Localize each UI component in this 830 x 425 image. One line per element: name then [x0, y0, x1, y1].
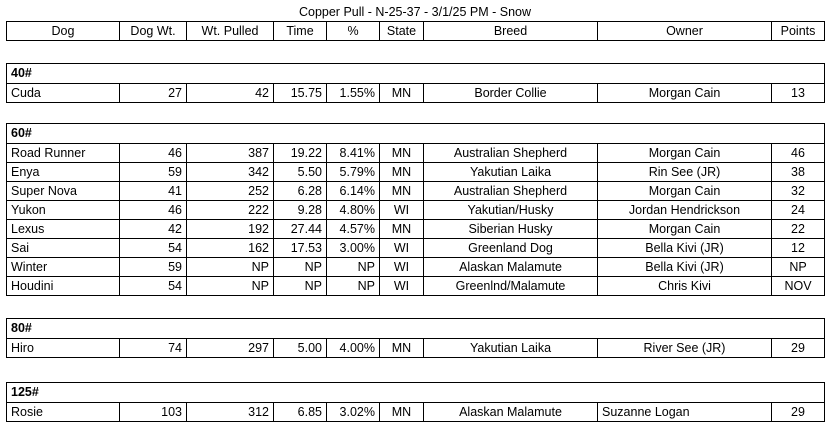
percent-cell: 3.00%	[327, 239, 380, 258]
dog-cell: Yukon	[7, 201, 120, 220]
table-row	[7, 258, 825, 277]
owner-cell: River See (JR)	[598, 339, 772, 358]
table-row	[7, 277, 825, 296]
header-dog: Dog	[7, 22, 120, 41]
state-cell: MN	[380, 220, 424, 239]
header-percent: %	[327, 22, 380, 41]
dog-weight-cell: 46	[120, 144, 187, 163]
time-cell: 27.44	[274, 220, 327, 239]
points-cell: 46	[772, 144, 825, 163]
weight-pulled-cell: 342	[187, 163, 274, 182]
points-cell: 29	[772, 339, 825, 358]
dog-cell: Road Runner	[7, 144, 120, 163]
owner-cell: Morgan Cain	[598, 220, 772, 239]
owner-cell: Morgan Cain	[598, 84, 772, 103]
weight-pulled-cell: NP	[187, 258, 274, 277]
owner-cell: Rin See (JR)	[598, 163, 772, 182]
breed-cell: Greenlnd/Malamute	[424, 277, 598, 296]
weight-class-table	[6, 123, 825, 296]
state-cell: WI	[380, 258, 424, 277]
points-cell: 12	[772, 239, 825, 258]
weight-class-row	[7, 124, 825, 144]
table-row	[7, 339, 825, 358]
header-row	[7, 22, 825, 41]
weight-class-table	[6, 63, 825, 103]
time-cell: NP	[274, 277, 327, 296]
page-title: Copper Pull - N-25-37 - 3/1/25 PM - Snow	[298, 5, 532, 19]
table-row	[7, 144, 825, 163]
owner-cell: Morgan Cain	[598, 182, 772, 201]
weight-pulled-cell: 312	[187, 403, 274, 422]
header-dog-weight: Dog Wt.	[120, 22, 187, 41]
state-cell: MN	[380, 339, 424, 358]
weight-pulled-cell: 387	[187, 144, 274, 163]
weight-pulled-cell: 162	[187, 239, 274, 258]
weight-pulled-cell: 42	[187, 84, 274, 103]
points-cell: NP	[772, 258, 825, 277]
weight-class-label: 40#	[7, 64, 825, 84]
header-breed: Breed	[424, 22, 598, 41]
owner-cell: Morgan Cain	[598, 144, 772, 163]
weight-class-label: 60#	[7, 124, 825, 144]
time-cell: 5.50	[274, 163, 327, 182]
table-row	[7, 403, 825, 422]
percent-cell: 4.57%	[327, 220, 380, 239]
weight-class-row	[7, 64, 825, 84]
weight-class-row	[7, 319, 825, 339]
dog-weight-cell: 41	[120, 182, 187, 201]
table-row	[7, 84, 825, 103]
breed-cell: Australian Shepherd	[424, 182, 598, 201]
breed-cell: Australian Shepherd	[424, 144, 598, 163]
table-row	[7, 201, 825, 220]
dog-weight-cell: 74	[120, 339, 187, 358]
points-cell: 13	[772, 84, 825, 103]
dog-cell: Winter	[7, 258, 120, 277]
table-row	[7, 220, 825, 239]
breed-cell: Border Collie	[424, 84, 598, 103]
points-cell: 24	[772, 201, 825, 220]
breed-cell: Siberian Husky	[424, 220, 598, 239]
weight-pulled-cell: NP	[187, 277, 274, 296]
weight-pulled-cell: 252	[187, 182, 274, 201]
weight-pulled-cell: 222	[187, 201, 274, 220]
percent-cell: 3.02%	[327, 403, 380, 422]
dog-weight-cell: 46	[120, 201, 187, 220]
state-cell: MN	[380, 403, 424, 422]
points-cell: 29	[772, 403, 825, 422]
dog-cell: Hiro	[7, 339, 120, 358]
dog-cell: Cuda	[7, 84, 120, 103]
dog-cell: Rosie	[7, 403, 120, 422]
dog-cell: Enya	[7, 163, 120, 182]
state-cell: WI	[380, 239, 424, 258]
weight-pulled-cell: 297	[187, 339, 274, 358]
time-cell: 6.85	[274, 403, 327, 422]
header-points: Points	[772, 22, 825, 41]
weight-pulled-cell: 192	[187, 220, 274, 239]
dog-weight-cell: 103	[120, 403, 187, 422]
breed-cell: Yakutian Laika	[424, 339, 598, 358]
dog-weight-cell: 42	[120, 220, 187, 239]
breed-cell: Yakutian Laika	[424, 163, 598, 182]
owner-cell: Jordan Hendrickson	[598, 201, 772, 220]
dog-cell: Super Nova	[7, 182, 120, 201]
owner-cell: Chris Kivi	[598, 277, 772, 296]
time-cell: 9.28	[274, 201, 327, 220]
table-row	[7, 163, 825, 182]
time-cell: 6.28	[274, 182, 327, 201]
header-time: Time	[274, 22, 327, 41]
percent-cell: 8.41%	[327, 144, 380, 163]
owner-cell: Bella Kivi (JR)	[598, 239, 772, 258]
weight-class-table	[6, 318, 825, 358]
state-cell: WI	[380, 201, 424, 220]
dog-weight-cell: 59	[120, 163, 187, 182]
breed-cell: Alaskan Malamute	[424, 258, 598, 277]
dog-weight-cell: 54	[120, 277, 187, 296]
time-cell: 15.75	[274, 84, 327, 103]
header-table	[6, 21, 825, 41]
breed-cell: Greenland Dog	[424, 239, 598, 258]
breed-cell: Yakutian/Husky	[424, 201, 598, 220]
state-cell: MN	[380, 182, 424, 201]
breed-cell: Alaskan Malamute	[424, 403, 598, 422]
points-cell: 38	[772, 163, 825, 182]
percent-cell: 4.80%	[327, 201, 380, 220]
header-owner: Owner	[598, 22, 772, 41]
table-row	[7, 182, 825, 201]
owner-cell: Bella Kivi (JR)	[598, 258, 772, 277]
points-cell: 32	[772, 182, 825, 201]
percent-cell: 4.00%	[327, 339, 380, 358]
state-cell: MN	[380, 144, 424, 163]
state-cell: MN	[380, 84, 424, 103]
percent-cell: NP	[327, 258, 380, 277]
weight-class-table	[6, 382, 825, 422]
table-row	[7, 239, 825, 258]
weight-class-label: 125#	[7, 383, 825, 403]
points-cell: NOV	[772, 277, 825, 296]
state-cell: WI	[380, 277, 424, 296]
percent-cell: 5.79%	[327, 163, 380, 182]
header-weight-pulled: Wt. Pulled	[187, 22, 274, 41]
points-cell: 22	[772, 220, 825, 239]
weight-class-label: 80#	[7, 319, 825, 339]
dog-weight-cell: 27	[120, 84, 187, 103]
percent-cell: 1.55%	[327, 84, 380, 103]
percent-cell: 6.14%	[327, 182, 380, 201]
percent-cell: NP	[327, 277, 380, 296]
owner-cell: Suzanne Logan	[598, 403, 772, 422]
time-cell: 17.53	[274, 239, 327, 258]
dog-cell: Sai	[7, 239, 120, 258]
weight-class-row	[7, 383, 825, 403]
header-state: State	[380, 22, 424, 41]
dog-weight-cell: 59	[120, 258, 187, 277]
dog-cell: Houdini	[7, 277, 120, 296]
time-cell: 19.22	[274, 144, 327, 163]
state-cell: MN	[380, 163, 424, 182]
dog-weight-cell: 54	[120, 239, 187, 258]
time-cell: NP	[274, 258, 327, 277]
time-cell: 5.00	[274, 339, 327, 358]
dog-cell: Lexus	[7, 220, 120, 239]
